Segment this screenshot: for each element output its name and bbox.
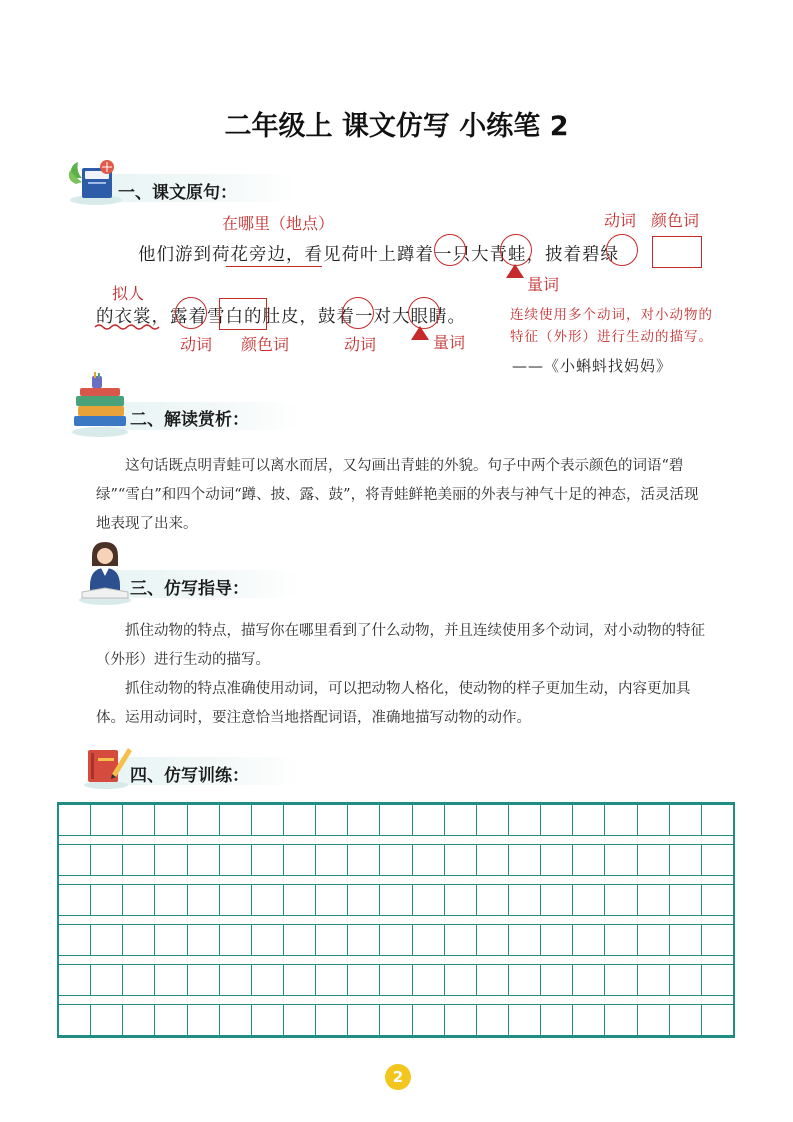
personification-wavy-underline <box>94 323 160 331</box>
measure-word-dui: 对 <box>373 307 392 327</box>
grid-cell[interactable] <box>702 804 733 836</box>
grid-cell[interactable] <box>477 924 509 956</box>
grid-cell[interactable] <box>348 804 380 836</box>
grid-cell[interactable] <box>509 804 541 836</box>
grid-cell[interactable] <box>638 924 670 956</box>
grid-cell[interactable] <box>316 964 348 996</box>
measure-word-zhi: 只 <box>452 245 471 265</box>
grid-cell[interactable] <box>541 924 573 956</box>
color-word-bilv: 碧绿 <box>582 245 619 265</box>
grid-cell[interactable] <box>284 924 316 956</box>
grid-cell[interactable] <box>573 1004 605 1036</box>
section3-title: 三、仿写指导： <box>130 579 249 599</box>
grid-cell[interactable] <box>541 884 573 916</box>
color-box-bilv <box>652 236 702 268</box>
grid-cell[interactable] <box>220 964 252 996</box>
grid-cell[interactable] <box>188 924 220 956</box>
analysis-text: 这句话既点明青蛙可以离水而居，又勾画出青蛙的外貌。句子中两个表示颜色的词语“碧绿”“雪白”和四个动词“蹲、披、露、鼓”，将青蛙鲜艳美丽的外表与神气十足的神态，活灵活现地表现了出来。 <box>96 458 699 532</box>
grid-cell[interactable] <box>605 924 637 956</box>
grid-cell[interactable] <box>509 844 541 876</box>
grid-cell[interactable] <box>316 1004 348 1036</box>
notebook-pen-icon <box>82 744 134 790</box>
measure-marker-2 <box>411 326 429 340</box>
label-location: 在哪里（地点） <box>222 214 335 233</box>
grid-cell[interactable] <box>348 844 380 876</box>
grid-cell[interactable] <box>638 1004 670 1036</box>
grid-cell[interactable] <box>541 804 573 836</box>
grid-cell[interactable] <box>573 964 605 996</box>
grid-cell[interactable] <box>702 844 733 876</box>
grid-cell[interactable] <box>316 844 348 876</box>
grid-cell[interactable] <box>252 844 284 876</box>
grid-cell[interactable] <box>59 924 91 956</box>
label-personification: 拟人 <box>112 284 145 303</box>
grid-cell[interactable] <box>123 924 155 956</box>
grid-cell[interactable] <box>252 884 284 916</box>
guidance-text-1: 抓住动物的特点，描写你在哪里看到了什么动物，并且连续使用多个动词，对小动物的特征（外形）进行生动的描写。 <box>96 623 705 668</box>
grid-cell[interactable] <box>573 884 605 916</box>
grid-row-2[interactable] <box>59 844 733 876</box>
grid-cell[interactable] <box>59 1004 91 1036</box>
sentence-text: 大青蛙， <box>471 245 545 265</box>
grid-cell[interactable] <box>155 884 187 916</box>
color-word-xuebai: 雪白 <box>207 307 244 327</box>
grid-cell[interactable] <box>220 884 252 916</box>
grid-cell[interactable] <box>380 924 412 956</box>
grid-cell[interactable] <box>380 964 412 996</box>
verb-pi: 披 <box>545 245 564 265</box>
grid-cell[interactable] <box>59 844 91 876</box>
sentence-text: 着一 <box>336 307 374 327</box>
grid-cell[interactable] <box>123 964 155 996</box>
label-verb-top: 动词 <box>604 211 637 230</box>
sentence-text: 着 <box>188 307 207 327</box>
section1-title: 一、课文原句： <box>118 183 237 203</box>
measure-circle-dui <box>408 297 440 329</box>
grid-cell[interactable] <box>605 884 637 916</box>
grid-cell[interactable] <box>91 924 123 956</box>
section3-paragraphs <box>96 617 706 733</box>
sentence-text: 的肚皮， <box>244 307 318 327</box>
grid-cell[interactable] <box>91 1004 123 1036</box>
grid-cell[interactable] <box>91 964 123 996</box>
grid-cell[interactable] <box>284 1004 316 1036</box>
grid-cell[interactable] <box>123 1004 155 1036</box>
grid-cell[interactable] <box>123 804 155 836</box>
sentence-text: 他们游到 <box>138 245 212 265</box>
verb-circle-gu <box>342 297 374 329</box>
grid-cell[interactable] <box>605 804 637 836</box>
grid-cell[interactable] <box>445 1004 477 1036</box>
grid-cell[interactable] <box>220 844 252 876</box>
grid-row-3[interactable] <box>59 884 733 916</box>
verb-gu: 鼓 <box>318 307 337 327</box>
location-underline <box>226 266 322 267</box>
grid-cell[interactable] <box>91 884 123 916</box>
guidance-text-2: 抓住动物的特点准确使用动词，可以把动物人格化，使动物的样子更加生动，内容更加具体。运用动词时，要注意恰当地搭配词语，准确地描写动物的动作。 <box>96 681 691 726</box>
page-title: 二年级上 课文仿写 小练笔 2 <box>224 111 569 142</box>
grid-cell[interactable] <box>155 1004 187 1036</box>
grid-cell[interactable] <box>702 964 733 996</box>
grid-cell[interactable] <box>284 844 316 876</box>
sentence-text: ， <box>151 307 170 327</box>
grid-cell[interactable] <box>123 844 155 876</box>
grid-cell[interactable] <box>348 924 380 956</box>
grid-cell[interactable] <box>413 924 445 956</box>
sentence-text: 着一 <box>415 245 453 265</box>
grid-cell[interactable] <box>573 804 605 836</box>
grid-cell[interactable] <box>252 1004 284 1036</box>
verb-circle-dun <box>434 234 466 266</box>
grid-cell[interactable] <box>573 924 605 956</box>
books-stack-icon <box>70 372 132 438</box>
label-verb-b2: 动词 <box>344 335 377 354</box>
grid-cell[interactable] <box>413 964 445 996</box>
grid-cell[interactable] <box>220 804 252 836</box>
verb-dun: 蹲 <box>397 245 416 265</box>
grid-cell[interactable] <box>541 964 573 996</box>
grid-cell[interactable] <box>252 804 284 836</box>
label-verb-b1: 动词 <box>180 335 213 354</box>
writing-grid[interactable] <box>57 802 735 1038</box>
grid-cell[interactable] <box>638 884 670 916</box>
grid-cell[interactable] <box>670 1004 702 1036</box>
grid-cell[interactable] <box>638 804 670 836</box>
grid-cell[interactable] <box>477 804 509 836</box>
grid-cell[interactable] <box>477 884 509 916</box>
source-citation: ——《小蝌蚪找妈妈》 <box>512 357 673 375</box>
verb-circle-lu <box>175 297 207 329</box>
measure-circle-zhi <box>500 234 532 266</box>
teacher-icon <box>76 542 134 606</box>
grid-cell[interactable] <box>702 924 733 956</box>
grid-cell[interactable] <box>605 964 637 996</box>
grid-cell[interactable] <box>670 844 702 876</box>
grid-cell[interactable] <box>188 844 220 876</box>
grid-cell[interactable] <box>316 804 348 836</box>
grid-cell[interactable] <box>702 1004 733 1036</box>
grid-cell[interactable] <box>509 1004 541 1036</box>
grid-cell[interactable] <box>348 884 380 916</box>
grid-cell[interactable] <box>638 964 670 996</box>
page-number-badge: 2 <box>385 1064 411 1090</box>
sentence-text: 大眼睛。 <box>392 307 466 327</box>
personification-phrase: 的衣裳 <box>96 307 152 327</box>
grid-cell[interactable] <box>155 844 187 876</box>
label-measure-1: 量词 <box>527 275 560 294</box>
grid-cell[interactable] <box>380 884 412 916</box>
grid-cell[interactable] <box>91 804 123 836</box>
sentence-text: ，看见荷叶上 <box>286 245 397 265</box>
grid-cell[interactable] <box>155 964 187 996</box>
book-globe-icon <box>66 158 124 206</box>
grid-row-6[interactable] <box>59 1004 733 1036</box>
grid-cell[interactable] <box>541 1004 573 1036</box>
grid-cell[interactable] <box>509 964 541 996</box>
grid-cell[interactable] <box>252 964 284 996</box>
grid-cell[interactable] <box>477 1004 509 1036</box>
grid-cell[interactable] <box>59 804 91 836</box>
grid-cell[interactable] <box>123 884 155 916</box>
grid-cell[interactable] <box>284 884 316 916</box>
grid-cell[interactable] <box>413 1004 445 1036</box>
grid-cell[interactable] <box>316 924 348 956</box>
grid-cell[interactable] <box>380 844 412 876</box>
grid-cell[interactable] <box>252 924 284 956</box>
grid-cell[interactable] <box>670 924 702 956</box>
grid-cell[interactable] <box>155 924 187 956</box>
label-measure-2: 量词 <box>433 333 466 352</box>
grid-cell[interactable] <box>59 884 91 916</box>
note-line-1: 连续使用多个动词，对小动物的 <box>510 307 713 323</box>
section4-title: 四、仿写训练： <box>130 766 249 786</box>
grid-cell[interactable] <box>413 844 445 876</box>
grid-cell[interactable] <box>445 924 477 956</box>
grid-cell[interactable] <box>284 804 316 836</box>
grid-cell[interactable] <box>188 884 220 916</box>
grid-cell[interactable] <box>702 884 733 916</box>
grid-cell[interactable] <box>670 964 702 996</box>
grid-cell[interactable] <box>284 964 316 996</box>
grid-cell[interactable] <box>59 964 91 996</box>
grid-cell[interactable] <box>509 884 541 916</box>
grid-cell[interactable] <box>413 884 445 916</box>
grid-cell[interactable] <box>445 844 477 876</box>
grid-cell[interactable] <box>380 804 412 836</box>
grid-cell[interactable] <box>541 844 573 876</box>
grid-cell[interactable] <box>477 964 509 996</box>
section2-title: 二、解读赏析： <box>130 410 249 430</box>
sentence-line-1 <box>138 241 619 266</box>
grid-row-1[interactable] <box>59 804 733 836</box>
verb-lu: 露 <box>170 307 189 327</box>
label-color-top: 颜色词 <box>651 211 700 230</box>
label-color-bottom: 颜色词 <box>241 335 290 354</box>
grid-cell[interactable] <box>91 844 123 876</box>
grid-cell[interactable] <box>188 964 220 996</box>
grid-cell[interactable] <box>220 924 252 956</box>
note-line-2: 特征（外形）进行生动的描写。 <box>510 329 713 345</box>
grid-cell[interactable] <box>605 1004 637 1036</box>
grid-cell[interactable] <box>316 884 348 916</box>
grid-cell[interactable] <box>413 804 445 836</box>
grid-cell[interactable] <box>445 804 477 836</box>
grid-cell[interactable] <box>605 844 637 876</box>
grid-row-5[interactable] <box>59 964 733 996</box>
verb-circle-pi <box>606 234 638 266</box>
grid-cell[interactable] <box>348 1004 380 1036</box>
location-phrase: 荷花旁边 <box>212 245 286 265</box>
grid-cell[interactable] <box>155 804 187 836</box>
grid-cell[interactable] <box>670 884 702 916</box>
sentence-text: 着 <box>563 245 582 265</box>
grid-cell[interactable] <box>477 844 509 876</box>
grid-cell[interactable] <box>638 844 670 876</box>
grid-cell[interactable] <box>380 1004 412 1036</box>
grid-cell[interactable] <box>188 804 220 836</box>
grid-cell[interactable] <box>670 804 702 836</box>
grid-cell[interactable] <box>445 884 477 916</box>
color-box-xuebai <box>219 298 267 330</box>
grid-cell[interactable] <box>220 1004 252 1036</box>
grid-cell[interactable] <box>445 964 477 996</box>
grid-cell[interactable] <box>573 844 605 876</box>
grid-cell[interactable] <box>348 964 380 996</box>
grid-cell[interactable] <box>188 1004 220 1036</box>
grid-row-4[interactable] <box>59 924 733 956</box>
grid-cell[interactable] <box>509 924 541 956</box>
measure-marker-1 <box>506 264 524 278</box>
section2-paragraph <box>96 452 706 539</box>
